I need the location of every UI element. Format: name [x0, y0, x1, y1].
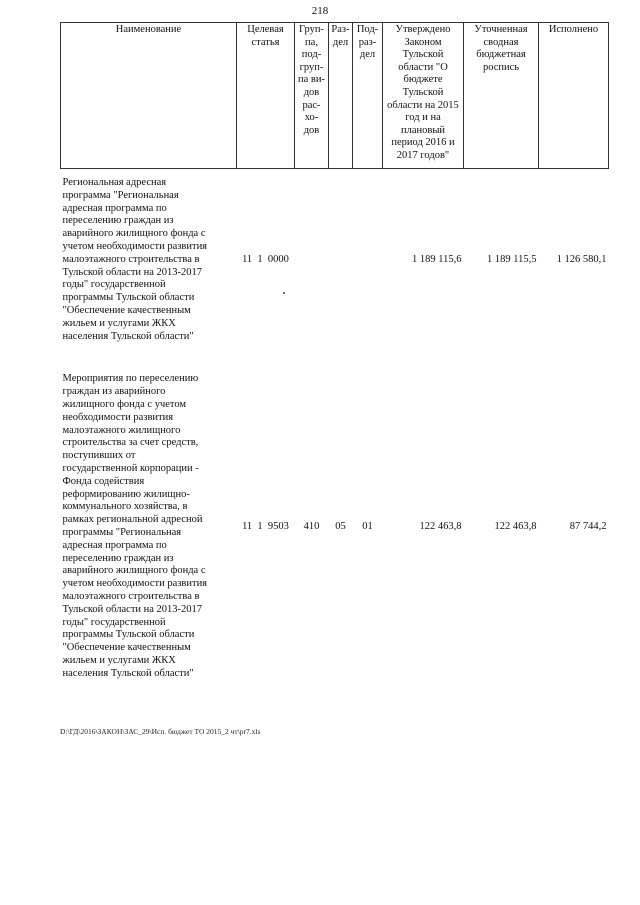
header-expense-group: Груп- па, под- груп- па ви- дов рас- хо- дов	[295, 23, 329, 169]
table-row	[61, 373, 609, 680]
row-target-article: 11 1 9503	[242, 520, 289, 532]
row-executed: 1 126 580,1	[556, 253, 607, 265]
row-section	[329, 177, 353, 343]
header-subsection: Под- раз- дел	[353, 23, 383, 169]
row-name: Мероприятия по переселению граждан из аварийного жилищного фонда с учетом необходимости развития малоэтажного жилищного строительства за счет средств, поступивших от государственной корпорации - Фонда содействия реформированию жилищно- коммунального хозяйства, в рамках региональной адресной программы "Региональная адресная программа по переселению граждан из аварийного жилищного фонда с учетом необходимости развития малоэтажного строительства в Тульской области на 2013-2017 годы" государственной программы Тульской области "Обеспечение качественным жильем и услугами ЖКХ населения Тульской области"	[62, 373, 208, 679]
row-expense-group: 410	[303, 520, 320, 532]
row-section: 05	[335, 520, 346, 532]
row-executed: 87 744,2	[569, 520, 607, 532]
header-row	[61, 23, 609, 169]
row-approved: 1 189 115,6	[412, 253, 462, 265]
header-target-article: Целевая статья	[237, 23, 295, 169]
header-refined: Уточненная сводная бюджетная роспись	[464, 23, 539, 169]
table-row	[61, 177, 609, 343]
header-section: Раз- дел	[329, 23, 353, 169]
footer-file-path: D:\ГД\2016\ЗАКОН\ЗАС_29\Исп. бюджет ТО 2015_2 чт\pr7.xls	[60, 727, 261, 736]
row-subsection	[353, 177, 383, 343]
row-name: Региональная адресная программа "Региональная адресная программа по переселению граждан из аварийного жилищного фонда с учетом необходимости развития малоэтажного строительства в Тульской области на 2013-2017 годы" государственной программы Тульской области "Обеспечение качественным жильем и услугами ЖКХ населения Тульской области"	[62, 177, 208, 342]
row-refined: 122 463,8	[494, 520, 537, 532]
row-approved: 122 463,8	[419, 520, 462, 532]
scan-speck	[283, 292, 285, 294]
row-target-article: 11 1 0000	[242, 253, 289, 265]
header-approved: Утверждено Законом Тульской области "О бюджете Тульской области на 2015 год и на плановый период 2016 и 2017 годов"	[383, 23, 464, 169]
header-executed: Исполнено	[539, 23, 609, 169]
budget-table	[60, 22, 609, 680]
row-subsection: 01	[362, 520, 373, 532]
row-expense-group	[295, 177, 329, 343]
row-refined: 1 189 115,5	[487, 253, 537, 265]
header-name: Наименование	[61, 23, 237, 169]
page-number: 218	[311, 5, 329, 17]
